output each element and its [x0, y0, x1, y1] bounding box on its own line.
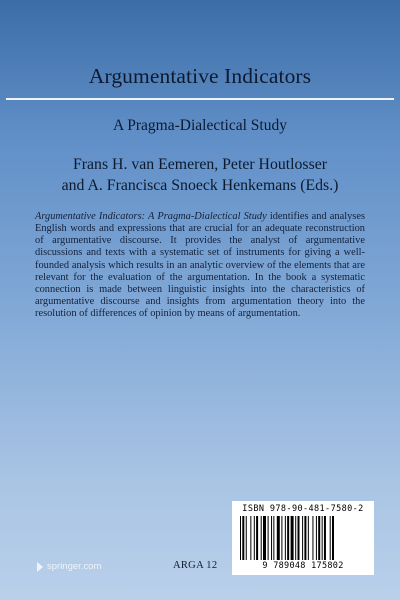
description-text: identifies and analyses English words and expressions that are crucial for an adequate reconstruction of argumentative discourse. It provides the analyst of argumentative discussions and texts with a systematic set of instruments for giving a well-founded analysis which results in an analytic overview of the elements that are relevant for the evaluation of the argumentation. In the book a systematic connection is made between linguistic insights into the characteristics of argumentative discourse and insights from argumentation theory into the resolution of differences of opinion by means of argumentation.	[35, 211, 365, 320]
publisher-url: springer.com	[47, 561, 102, 572]
barcode-bar	[254, 516, 255, 560]
barcode-bar	[304, 516, 306, 560]
barcode-bar	[250, 516, 251, 560]
authors-line-1: Frans H. van Eemeren, Peter Houtlosser	[73, 156, 327, 173]
barcode-bar	[268, 516, 269, 560]
barcode-bar	[295, 516, 296, 560]
book-subtitle: A Pragma-Dialectical Study	[113, 117, 287, 134]
barcode-bar	[256, 516, 258, 560]
barcode-bar	[263, 516, 266, 560]
publisher-link[interactable]	[37, 561, 101, 572]
barcode-bar	[324, 516, 326, 560]
barcode-bar	[312, 516, 313, 560]
barcode-bar	[318, 516, 320, 560]
barcode-bar	[281, 516, 282, 560]
barcode-bar	[322, 516, 323, 560]
barcode-bar	[271, 516, 272, 560]
isbn-barcode	[232, 501, 374, 575]
barcode-bars	[240, 516, 366, 560]
barcode-bar	[277, 516, 280, 560]
barcode-bar	[302, 516, 303, 560]
title-divider	[6, 98, 394, 100]
barcode-bar	[242, 516, 244, 560]
barcode-bar	[330, 516, 331, 560]
series-code: ARGA 12	[173, 560, 218, 571]
barcode-bar	[261, 516, 262, 560]
barcode-bar	[291, 516, 294, 560]
barcode-bar	[273, 516, 274, 560]
barcode-bar	[240, 516, 241, 560]
barcode-bar	[298, 516, 300, 560]
barcode-bar	[246, 516, 247, 560]
book-description	[35, 211, 365, 320]
barcode-bar	[316, 516, 317, 560]
barcode-bar	[287, 516, 289, 560]
barcode-bar	[332, 516, 334, 560]
springer-arrow-icon	[37, 562, 43, 572]
description-italic-title: Argumentative Indicators: A Pragma-Dialectical Study	[35, 211, 267, 222]
barcode-number: 9 789048 175802	[262, 561, 344, 571]
isbn-label: ISBN 978-90-481-7580-2	[242, 504, 364, 514]
barcode-bar	[285, 516, 286, 560]
book-title: Argumentative Indicators	[88, 64, 312, 88]
authors-line-2: and A. Francisca Snoeck Henkemans (Eds.)	[61, 177, 339, 194]
book-authors	[0, 154, 400, 196]
barcode-bar	[308, 516, 309, 560]
